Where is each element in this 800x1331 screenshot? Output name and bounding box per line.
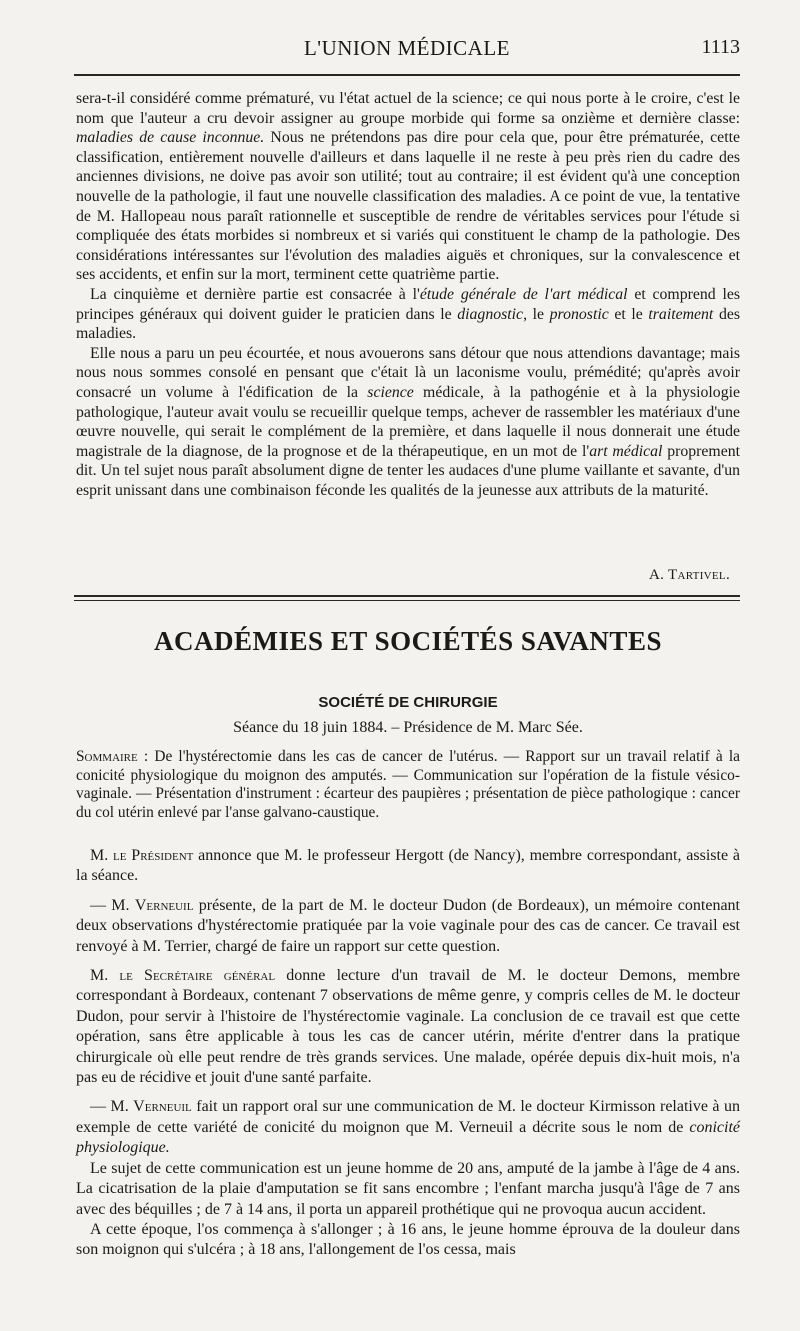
entry-president: M. le Président annonce que M. le professeur Hergott (de Nancy), membre correspondant, assiste à la séance. xyxy=(76,847,740,885)
review-paragraph-1: sera-t-il considéré comme prématuré, vu l'état actuel de la science; ce qui nous porte à le croire, c'est le nom que l'auteur a cru devoir assigner au groupe morbide qui forme sa onzième et dernière classe: maladies de cause inconnue. Nous ne prétendons pas dire pour cela que, pour être prématurée, cette classification, entièrement nouvelle d'ailleurs et dans laquelle il ne reste à peu près rien du cadre des anciennes divisions, ne doive pas avoir son utilité; tout au contraire; il est évident qu'à une conception nouvelle de la pathologie, il faut une nouvelle classification des maladies. A ce point de vue, la tentative de M. Hallopeau nous paraît rationnelle et susceptible de rendre de véritables services pour l'étude si compliquée des états morbides si nombreux et si variés qui constituent le champ de la pathologie. Des considérations intéressantes sur l'évolution des maladies aiguës et chroniques, sur la convalescence et ses accidents, et enfin sur la mort, terminent cette quatrième partie. xyxy=(76,90,740,284)
summary-label: Sommaire : xyxy=(76,748,149,765)
section-rule-top xyxy=(74,595,740,597)
review-text xyxy=(76,89,740,500)
section-rule-bottom xyxy=(74,600,740,601)
journal-title: L'UNION MÉDICALE xyxy=(303,36,510,60)
review-paragraph-3: Elle nous a paru un peu écourtée, et nous avouerons sans détour que nous attendions davantage; mais nous nous sommes consolé en pensant que c'était là un laconisme voulu, prémédité; qu'après avoir consacré un volume à l'édification de la science médicale, à la pathogénie et à la physiologie pathologique, l'auteur avait voulu se recueillir quelque temps, achever de rassembler les matériaux d'une œuvre nouvelle, qui serait le complément de la première, et dans laquelle il nous donnerait une étude magistrale de la diagnose, de la prognose et de la thérapeutique, en un mot de l'art médical proprement dit. Un tel sujet nous paraît absolument digne de tenter les audaces d'une plume vaillante et savante, d'un esprit unissant dans une combinaison féconde les qualités de la jeunesse aux attributs de la maturité. xyxy=(76,344,741,499)
society-name: SOCIÉTÉ DE CHIRURGIE xyxy=(318,694,498,711)
session-entries xyxy=(76,846,740,1261)
entry-verneuil-presentation: — M. Verneuil présente, de la part de M. le docteur Dudon (de Bordeaux), un mémoire contenant deux observations d'hystérectomie pratiquée par la voie vaginale pour des cas de cancer. Ce travail est renvoyé à M. Terrier, chargé de faire un rapport sur cette question. xyxy=(76,896,740,955)
entry-case-description: Le sujet de cette communication est un jeune homme de 20 ans, amputé de la jambe à l'âge de 4 ans. La cicatrisation de la plaie d'amputation se fit sans encombre ; l'enfant marcha jusqu'à l'âge de 7 ans avec des béquilles ; de 7 à 14 ans, il porta un appareil prothétique qui ne provoqua aucun accident. xyxy=(76,1159,740,1218)
entry-secretary: M. le Secrétaire général donne lecture d'un travail de M. le docteur Demons, membre correspondant à Bordeaux, contenant 7 observations de même genre, y compris celles de M. le docteur Dudon, pour servir à l'histoire de l'hystérectomie vaginale. La conclusion de ce travail est que cette opération, sans être applicable à tous les cas de cancer utérin, mérite d'entrer dans la pratique chirurgicale où elle peut rendre de très grands services. Une malade, opérée depuis dix-huit mois, n'a pas eu de récidive et jouit d'une santé parfaite. xyxy=(76,967,740,1087)
section-title: ACADÉMIES ET SOCIÉTÉS SAVANTES xyxy=(154,626,662,656)
running-header xyxy=(74,32,740,72)
page-number: 1113 xyxy=(701,36,740,58)
author-signature: A. Tartivel. xyxy=(649,567,730,583)
entry-case-continuation: A cette époque, l'os commença à s'allonger ; à 16 ans, le jeune homme éprouva de la douleur dans son moignon qui s'ulcéra ; à 18 ans, l'allongement de l'os cessa, mais xyxy=(76,1220,740,1259)
summary-text: De l'hystérectomie dans les cas de cancer de l'utérus. — Rapport sur un travail relatif à la conicité physiologique du moignon des amputés. — Communication sur l'opération de la fistule vésico-vaginale. — Présentation d'instrument : écarteur des paupières ; présentation de pièce pathologique : cancer du col utérin enlevé par l'anse galvano-caustique. xyxy=(76,748,740,821)
session-line: Séance du 18 juin 1884. – Présidence de M. Marc Sée. xyxy=(233,719,583,736)
header-rule xyxy=(74,74,740,76)
entry-verneuil-report: — M. Verneuil fait un rapport oral sur une communication de M. le docteur Kirmisson relative à un exemple de cette variété de conicité du moignon que M. Verneuil a décrite sous le nom de conicité physiologique. xyxy=(76,1098,740,1157)
review-paragraph-2: La cinquième et dernière partie est consacrée à l'étude générale de l'art médical et comprend les principes généraux qui doivent guider le praticien dans le diagnostic, le pronostic et le traitement des maladies. xyxy=(76,285,740,343)
session-summary xyxy=(76,748,740,822)
